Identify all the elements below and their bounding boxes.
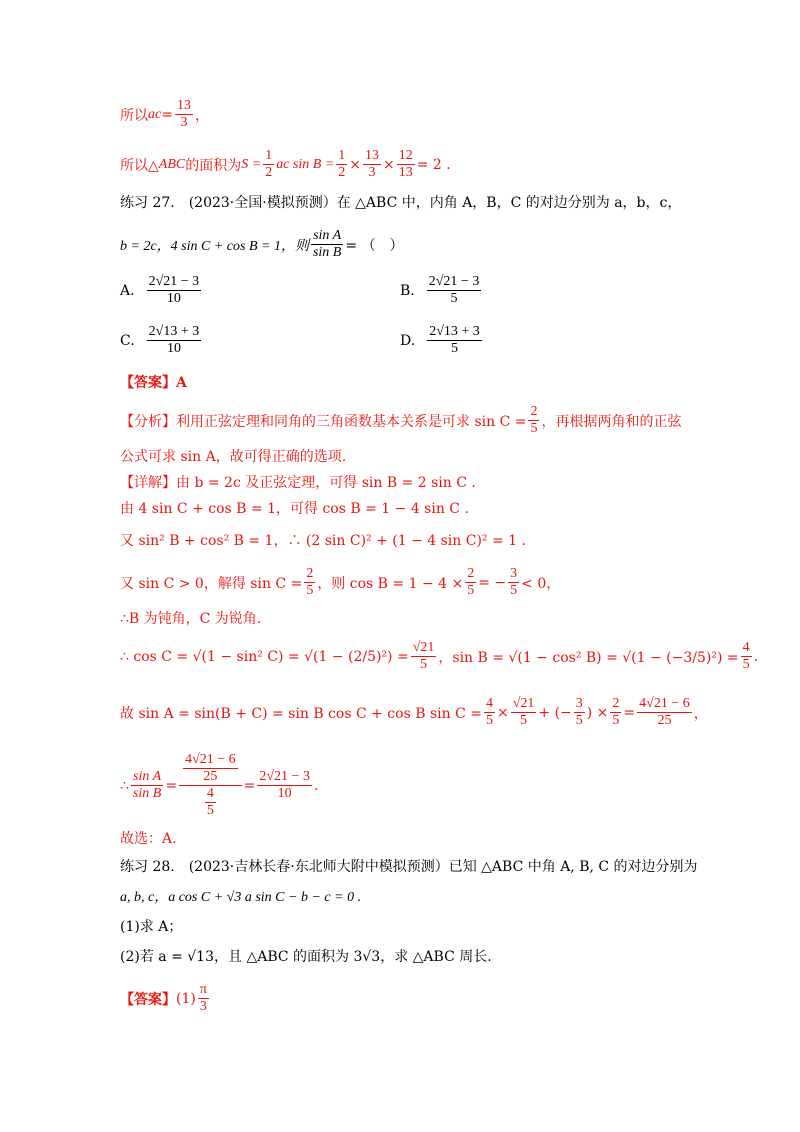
frac-num: 2: [465, 566, 476, 583]
triangle-name: ABC: [158, 156, 186, 172]
detail-text: ∴ cos C = √(1 − sin² C) = √(1 − (2/5)²) =: [120, 648, 409, 665]
option-label: C.: [120, 332, 135, 349]
frac-den: 13: [398, 165, 413, 181]
answer-part: (1): [176, 990, 196, 1007]
detail-text: 故 sin A = sin(B + C) = sin B cos C + cos B sin C =: [120, 705, 482, 722]
compound-fraction: [179, 752, 242, 819]
frac-den: 3: [368, 165, 376, 181]
fraction: [336, 148, 347, 181]
frac-num: 2: [528, 404, 539, 421]
frac-num: π: [198, 982, 209, 999]
math-s: S =: [241, 156, 262, 172]
fraction: [465, 566, 476, 599]
answer-28: [120, 982, 211, 1015]
frac-num: 1: [263, 148, 274, 165]
detail-text: < 0，: [521, 575, 561, 592]
fraction: [147, 274, 202, 307]
detail-line-1: [120, 472, 476, 492]
question-28-condition: [120, 886, 361, 906]
frac-num: 3: [574, 696, 585, 713]
times: ×: [349, 156, 361, 173]
q28-part-text: (2)若 a = √13，且 △ABC 的面积为 3√3，求 △ABC 周长.: [120, 949, 492, 965]
frac-num: 4√21 − 6: [183, 752, 238, 769]
frac-den: 25: [203, 769, 218, 785]
frac-den: 2: [338, 165, 346, 181]
math-eq: =: [161, 106, 173, 123]
frac-num: 4: [484, 696, 495, 713]
frac-num: sin A: [131, 769, 163, 786]
q28-head-text: 练习 28. (2023·吉林长春·东北师大附中模拟预测）已知 △ABC 中角 A, B, C 的对边分别为: [120, 859, 698, 875]
frac-den: sin B: [312, 245, 342, 261]
frac-num: 4: [741, 640, 752, 657]
option-d[interactable]: [400, 324, 484, 357]
question-27-condition: [120, 228, 404, 261]
frac-den: 5: [575, 713, 583, 729]
fraction: [397, 148, 415, 181]
q27-cond-text: b = 2c，4 sin C + cos B = 1，则: [120, 238, 309, 254]
frac-den: 5: [520, 713, 528, 729]
fraction: [175, 98, 193, 131]
frac-den: 3: [199, 999, 207, 1015]
answer-27: [120, 372, 187, 392]
frac-den: 5: [306, 583, 314, 599]
detail-text: ，则 cos B = 1 − 4 ×: [317, 575, 464, 592]
answer-tag: 【答案】: [120, 991, 176, 1008]
times: ×: [382, 156, 395, 173]
analysis-line-1: [120, 404, 681, 437]
frac-den: 5: [467, 583, 475, 599]
detail-line-6: [120, 640, 758, 673]
fraction: [484, 696, 495, 729]
frac-num: 2: [610, 696, 621, 713]
detail-text: .: [753, 648, 759, 665]
fraction: [205, 786, 216, 819]
text-end: = 2 .: [416, 156, 451, 173]
frac-den: sin B: [132, 786, 162, 802]
option-label: B.: [400, 282, 415, 299]
frac-num: 3: [508, 566, 519, 583]
text-mid: 的面积为: [185, 157, 242, 174]
detail-line-4: [120, 566, 560, 599]
detail-text: + (−: [538, 704, 572, 721]
compound-num: [179, 752, 242, 786]
fraction: [411, 640, 437, 673]
math-ac: ac: [148, 106, 162, 122]
detail-text: ，sin B = √(1 − cos² B) = √(1 − (−3/5)²) =: [438, 649, 739, 666]
fraction: [511, 696, 537, 729]
frac-num: 13: [363, 148, 381, 165]
detail-text: =: [623, 704, 636, 721]
analysis-prefix: 【分析】利用正弦定理和同角的三角函数基本关系是可求 sin C =: [120, 413, 527, 430]
frac-den: 10: [166, 291, 181, 307]
frac-num: √21: [411, 640, 437, 657]
analysis-l2: 公式可求 sin A，故可得正确的选项.: [120, 449, 347, 465]
detail-line-3: [120, 530, 526, 550]
fraction: [528, 404, 539, 437]
analysis-line-2: [120, 446, 346, 466]
detail-line-2: [120, 498, 469, 518]
frac-den: 5: [742, 657, 750, 673]
detail-line-5: [120, 608, 261, 628]
option-b[interactable]: [400, 274, 483, 307]
frac-num: 2√21 − 3: [147, 274, 202, 291]
frac-num: 1: [336, 148, 347, 165]
q27-tail: = （ ）: [345, 237, 404, 254]
question-28-part-1: [120, 916, 182, 936]
frac-num: 2√21 − 3: [257, 769, 312, 786]
detail-text: 又 sin² B + cos² B = 1，∴ (2 sin C)² + (1 − 4 sin C)² = 1 .: [120, 533, 526, 549]
question-28-header: [120, 856, 698, 876]
result-area-line: [120, 148, 451, 181]
choose-line: [120, 828, 177, 848]
option-c[interactable]: [120, 324, 203, 357]
text-prefix: 所以: [120, 107, 148, 124]
frac-den: 5: [485, 713, 493, 729]
frac-num: 2√13 + 3: [147, 324, 202, 341]
detail-text: ∴: [120, 777, 129, 794]
fraction: [131, 769, 163, 802]
detail-text: ，: [693, 705, 708, 722]
fraction: [610, 696, 621, 729]
frac-den: 5: [530, 421, 538, 437]
math-ac-sinb: ac sin B =: [276, 156, 335, 172]
detail-text: 又 sin C > 0，解得 sin C =: [120, 575, 303, 592]
fraction: [427, 324, 482, 357]
fraction: [311, 228, 343, 261]
frac-num: 2√21 − 3: [427, 274, 482, 291]
option-a[interactable]: [120, 274, 203, 307]
frac-den: 10: [166, 341, 181, 357]
analysis-suffix: ，再根据两角和的正弦: [541, 413, 682, 430]
fraction: [198, 982, 209, 1015]
fraction: [363, 148, 381, 181]
frac-den: 5: [206, 803, 214, 819]
question-27-header: [120, 192, 681, 212]
option-label: D.: [400, 332, 416, 349]
fraction: [637, 696, 692, 729]
frac-num: 13: [175, 98, 193, 115]
detail-line-8: [120, 752, 318, 819]
choose-text: 故选：A.: [120, 831, 177, 847]
question-28-part-2: [120, 946, 492, 966]
frac-den: 3: [180, 115, 188, 131]
frac-den: 10: [277, 786, 292, 802]
text-suffix: ，: [194, 107, 209, 124]
detail-text: ∴B 为钝角，C 为锐角.: [120, 611, 262, 627]
fraction: [257, 769, 312, 802]
frac-den: 5: [450, 291, 458, 307]
fraction: [183, 752, 238, 785]
q28-cond-text: a, b, c，a cos C + √3 a sin C − b − c = 0 .: [120, 890, 362, 905]
detail-line-7: [120, 696, 708, 729]
frac-num: 4√21 − 6: [637, 696, 692, 713]
detail-text: = −: [478, 574, 507, 591]
detail-text: =: [243, 777, 256, 794]
detail-text: 由 4 sin C + cos B = 1，可得 cos B = 1 − 4 sin C .: [120, 501, 469, 517]
frac-den: 5: [420, 657, 428, 673]
fraction: [147, 324, 202, 357]
frac-num: √21: [511, 696, 537, 713]
fraction: [304, 566, 315, 599]
frac-den: 25: [657, 713, 672, 729]
frac-den: 2: [265, 165, 273, 181]
frac-num: 2√13 + 3: [427, 324, 482, 341]
frac-num: 12: [397, 148, 415, 165]
compound-den: [201, 786, 220, 819]
detail-text: ×: [496, 704, 509, 721]
option-label: A.: [120, 282, 135, 299]
fraction: [263, 148, 274, 181]
frac-num: sin A: [311, 228, 343, 245]
q28-part-text: (1)求 A；: [120, 919, 183, 935]
detail-text: =: [165, 777, 178, 794]
fraction: [508, 566, 519, 599]
detail-text: .: [313, 777, 319, 794]
result-ac-line: [120, 98, 209, 131]
q27-head-text: 练习 27. (2023·全国·模拟预测）在 △ABC 中，内角 A，B，C 的对边分别为 a，b，c，: [120, 195, 682, 211]
fraction: [574, 696, 585, 729]
fraction: [427, 274, 482, 307]
fraction: [741, 640, 752, 673]
frac-den: 5: [510, 583, 518, 599]
frac-den: 5: [612, 713, 620, 729]
text-prefix: 所以△: [120, 157, 159, 174]
frac-num: 2: [304, 566, 315, 583]
frac-num: 4: [205, 786, 216, 803]
detail-text: 【详解】由 b = 2c 及正弦定理，可得 sin B = 2 sin C .: [120, 475, 476, 491]
frac-den: 5: [450, 341, 458, 357]
answer-text: 【答案】A: [120, 375, 187, 391]
detail-text: ) ×: [586, 704, 609, 721]
